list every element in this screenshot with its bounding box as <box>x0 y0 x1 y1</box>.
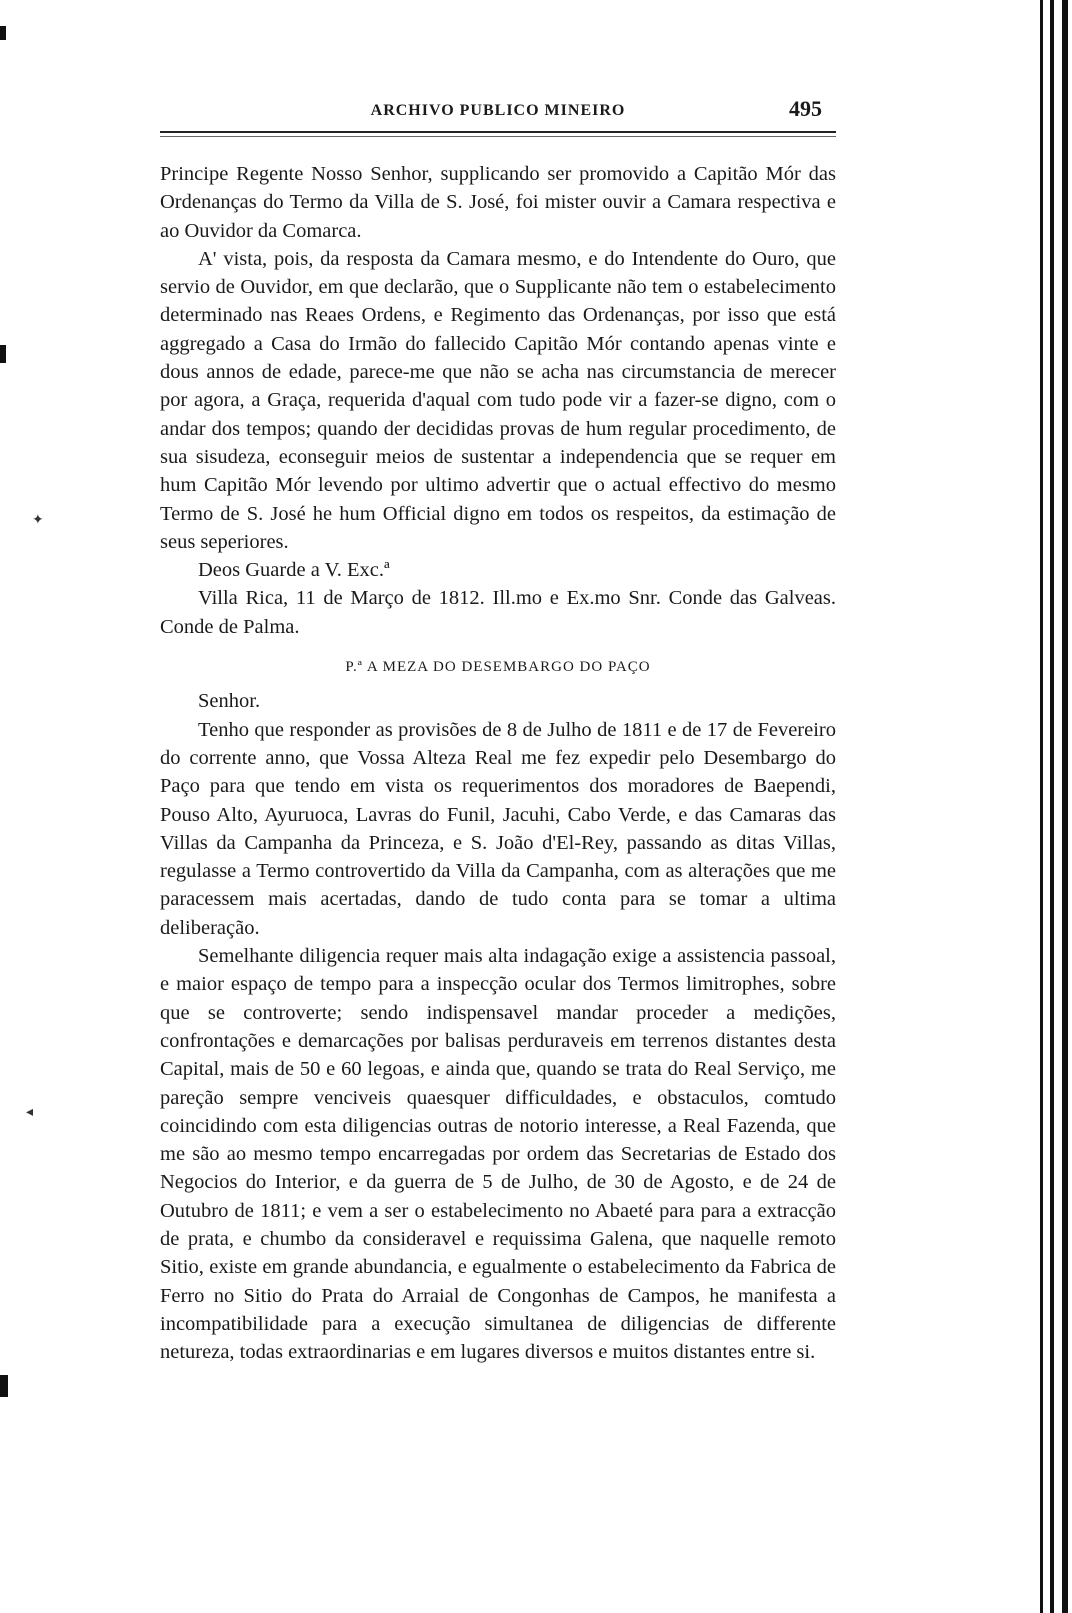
scan-left-edge-mark <box>0 1375 8 1397</box>
scan-left-edge-mark <box>0 345 6 363</box>
paragraph: A' vista, pois, da resposta da Camara mesmo, e do Intendente do Ouro, que servio de Ouvidor, em que declarão, que o Supplicante não tem o estabelecimento determinado nas Reaes Ordens, e Regimento das Ordenanças, por isso que está aggregado a Casa do Irmão do fallecido Capitão Mór contando apenas vinte e dous annos de edade, parece-me que não se acha nas circumstancia de merecer por agora, a Graça, requerida d'aqual com tudo pode vir a fazer-se digno, com o andar dos tempos; quando der decididas provas de hum regular procedimento, de sua sisudeza, econseguir meios de sustentar a independencia que se requer em hum Capitão Mór levendo por ultimo advertir que o actual effectivo do mesmo Termo de S. José he hum Official digno em todos os respeitos, da estimação de seus seperiores. <box>160 247 836 553</box>
paragraph: Deos Guarde a V. Exc.ª <box>198 559 390 582</box>
scan-right-edge <box>1050 0 1054 1613</box>
paragraph: Senhor. <box>198 690 261 713</box>
paragraph: Principe Regente Nosso Senhor, supplicando ser promovido a Capitão Mór das Ordenanças do Termo da Villa de S. José, foi mister ouvir a Camara respectiva e ao Ouvidor da Comarca. <box>160 163 836 242</box>
page-number: 495 <box>789 96 822 121</box>
header-rule <box>160 131 836 137</box>
scan-left-edge-mark <box>0 26 6 40</box>
page-header <box>160 96 836 132</box>
paragraph: Semelhante diligencia requer mais alta indagação exige a assistencia passoal, e maior espaço de tempo para a inspecção ocular dos Termos limitrophes, sobre que se controverte; sendo indispensavel mandar proceder a medições, confrontações e demarcações por balisas perduraveis em terrenos distantes desta Capital, mais de 50 e 60 legoas, e ainda que, quando se trata do Real Serviço, me pareção sempre venciveis quaesquer difficuldades, e obstaculos, comtudo coincidindo com esta diligencias outras de notorio interesse, a Real Fazenda, que me são ao mesmo tempo encarregadas por ordem das Secretarias de Estado dos Negocios do Interior, e da guerra de 5 de Julho, de 30 de Agosto, e de 24 de Outubro de 1811; e vem a ser o estabelecimento no Abaeté para para a extracção de prata, e chumbo da consideravel e requissima Galena, que naquelle remoto Sitio, existe em grande abundancia, e egualmente o estabelecimento da Fabrica de Ferro no Sitio do Prata do Arraial de Congonhas de Campos, he manifesta a incompatibilidade para a execução simultanea de diligencias de differente netureza, todas extraordinarias e em lugares diversos e muitos distantes entre si. <box>160 945 836 1364</box>
scan-right-edge <box>1062 0 1068 1613</box>
margin-mark-icon: ◂ <box>26 1105 34 1120</box>
section-heading: P.ª A MEZA DO DESEMBARGO DO PAÇO <box>345 659 651 676</box>
margin-mark-icon: ✦ <box>32 513 44 528</box>
scan-right-edge <box>1040 0 1043 1613</box>
paragraph: Villa Rica, 11 de Março de 1812. Ill.mo e Ex.mo Snr. Conde das Galveas. Conde de Palma. <box>160 587 836 638</box>
paragraph: Tenho que responder as provisões de 8 de Julho de 1811 e de 17 de Fevereiro do corrente anno, que Vossa Alteza Real me fez expedir pelo Desembargo do Paço para que tendo em vista os requerimentos dos moradores de Baependi, Pouso Alto, Ayuruoca, Lavras do Funil, Jacuhi, Cabo Verde, e das Camaras das Villas da Campanha da Princeza, e S. João d'El-Rey, passando as ditas Villas, regulasse a Termo controvertido da Villa da Campanha, com as alterações que me paracessem mais acertadas, dando de tudo conta para se tomar a ultima deliberação. <box>160 718 836 939</box>
body-text <box>160 160 836 1366</box>
running-title: ARCHIVO PUBLICO MINEIRO <box>370 102 626 119</box>
